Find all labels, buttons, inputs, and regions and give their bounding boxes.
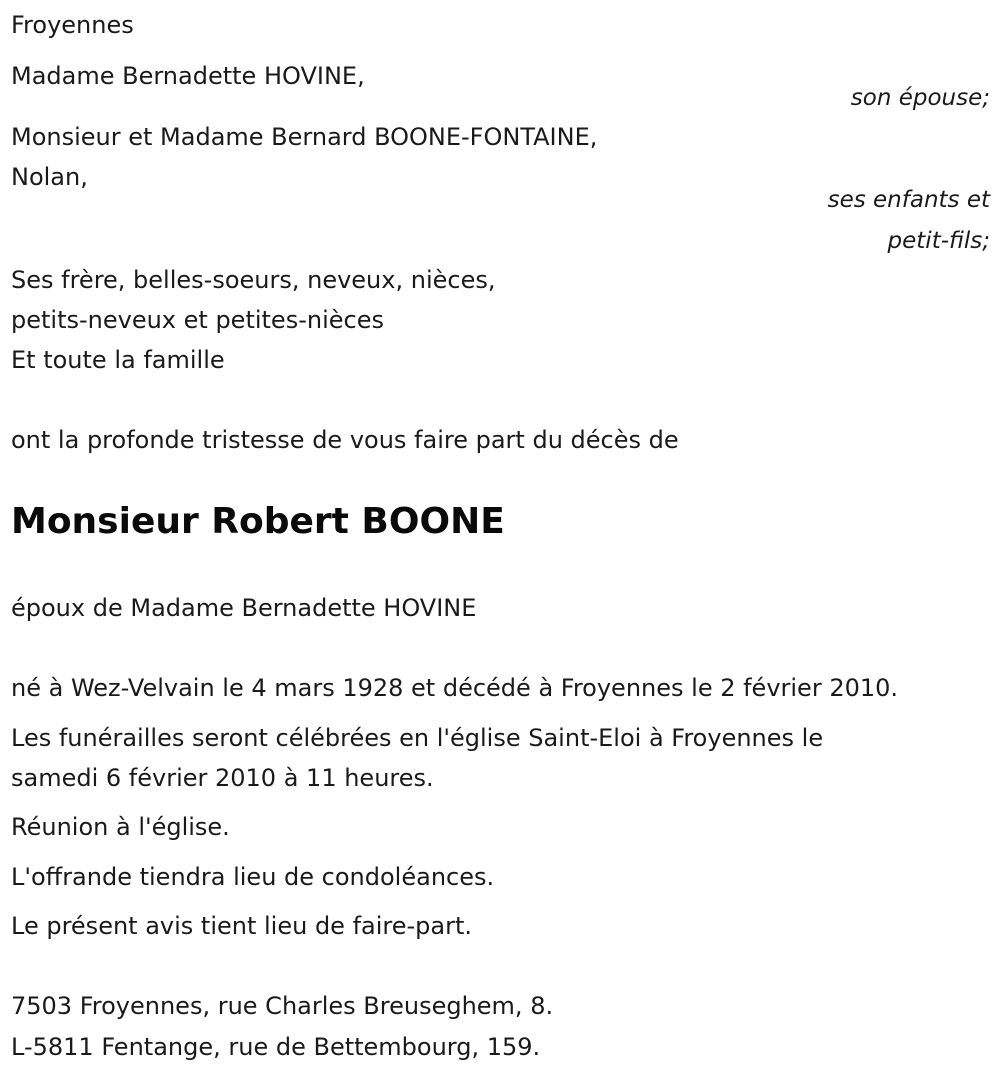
children-line-1: Monsieur et Madame Bernard BOONE-FONTAINE, xyxy=(11,123,598,151)
place: Froyennes xyxy=(11,11,134,39)
family-line-2: petits-neveux et petites-nièces xyxy=(11,306,384,334)
notice-note: Le présent avis tient lieu de faire-part. xyxy=(11,912,473,940)
spouse-role: son épouse; xyxy=(850,85,990,111)
deceased-spouse: époux de Madame Bernadette HOVINE xyxy=(11,594,477,622)
deceased-name: Monsieur Robert BOONE xyxy=(11,501,505,542)
meeting: Réunion à l'église. xyxy=(11,813,230,841)
spouse-name: Madame Bernadette HOVINE, xyxy=(11,62,365,90)
address-2: L-5811 Fentange, rue de Bettembourg, 159. xyxy=(11,1033,541,1061)
offering: L'offrande tiendra lieu de condoléances. xyxy=(11,863,495,891)
family-line-3: Et toute la famille xyxy=(11,346,225,374)
address-1: 7503 Froyennes, rue Charles Breuseghem, 8. xyxy=(11,992,554,1020)
announcement: ont la profonde tristesse de vous faire part du décès de xyxy=(11,426,679,454)
children-role-line-1: ses enfants et xyxy=(827,187,990,213)
children-role-line-2: petit-fils; xyxy=(887,228,990,254)
funeral-line-2: samedi 6 février 2010 à 11 heures. xyxy=(11,764,434,792)
birth-death: né à Wez-Velvain le 4 mars 1928 et décédé à Froyennes le 2 février 2010. xyxy=(11,674,899,702)
family-line-1: Ses frère, belles-soeurs, neveux, nièces, xyxy=(11,266,496,294)
funeral-line-1: Les funérailles seront célébrées en l'église Saint-Eloi à Froyennes le xyxy=(11,724,824,752)
children-line-2: Nolan, xyxy=(11,163,88,191)
